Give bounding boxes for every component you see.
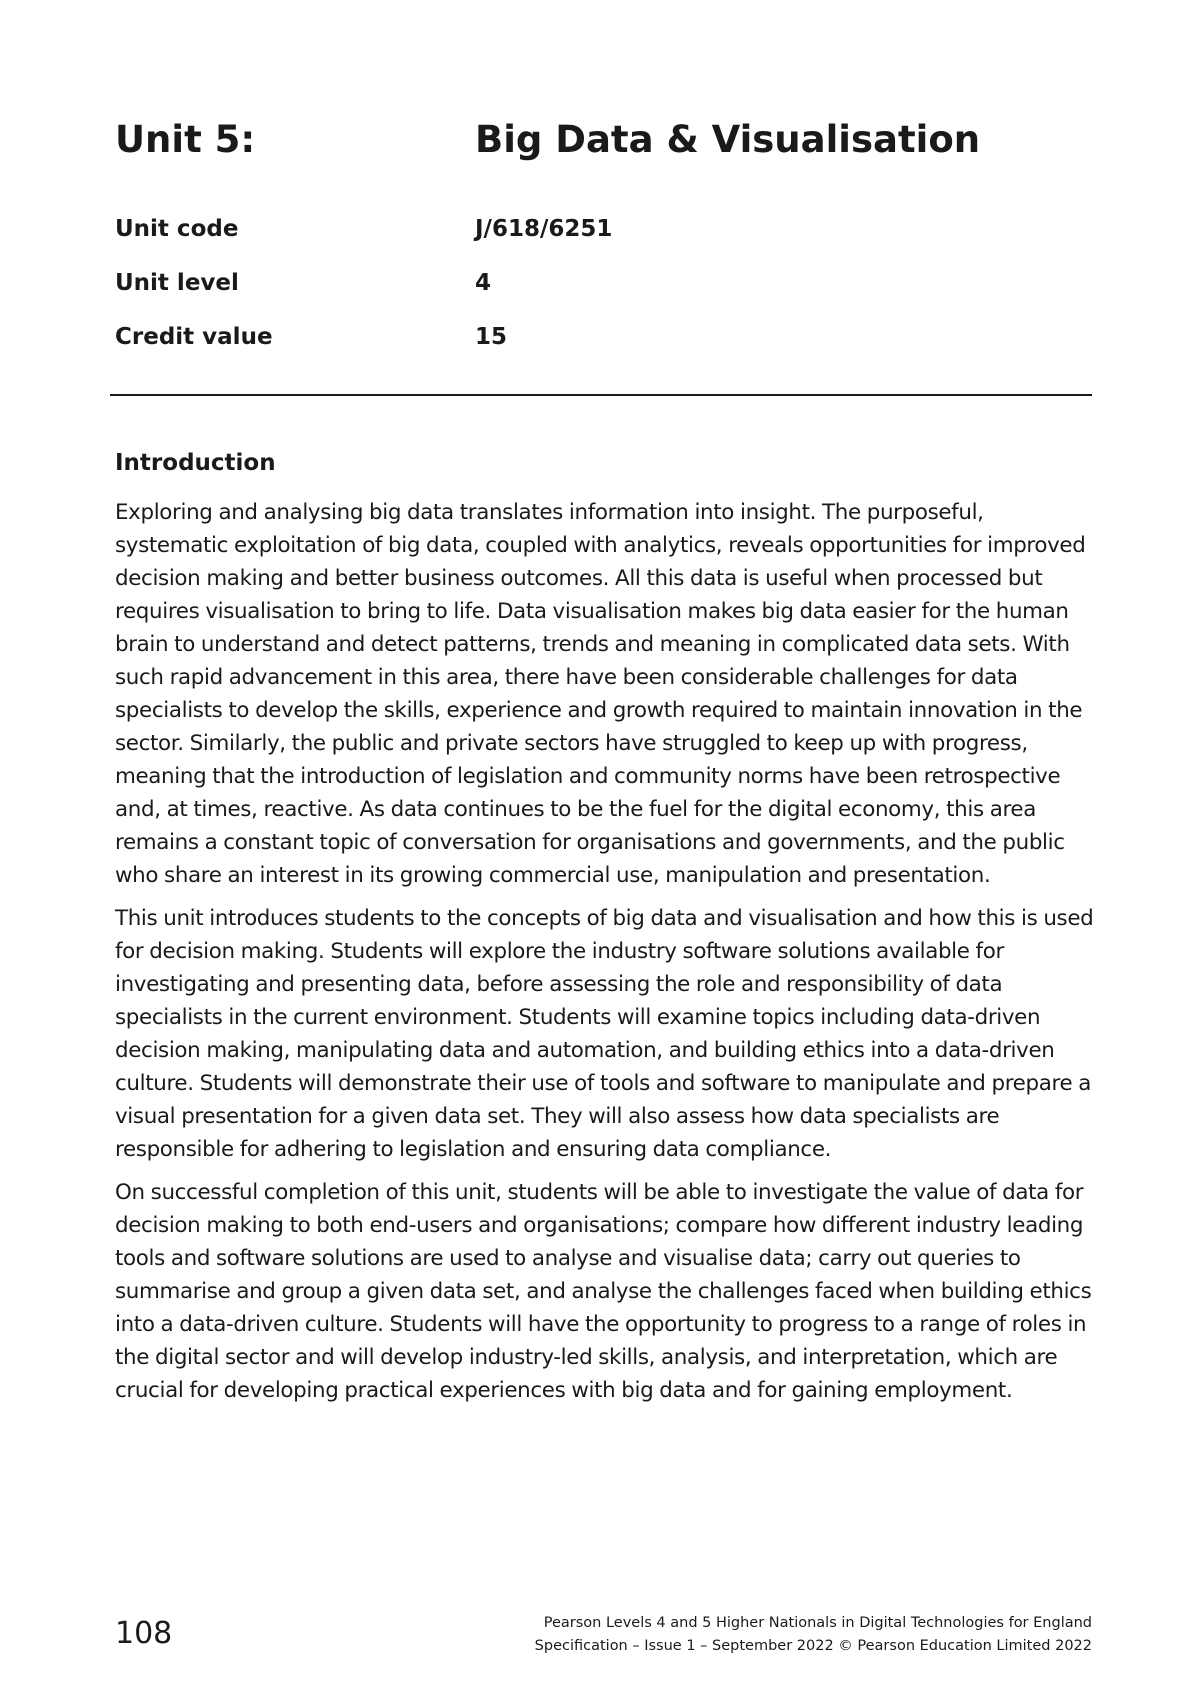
meta-row-unit-code [115,216,1095,270]
section-divider [110,394,1092,396]
meta-value: 15 [475,324,508,350]
meta-label: Credit value [115,324,273,350]
meta-row-credit-value [115,324,1095,378]
meta-label: Unit level [115,270,239,296]
footer-line-copyright: Specification – Issue 1 – September 2022 © Pearson Education Limited 2022 [534,1638,1092,1654]
introduction-paragraph: On successful completion of this unit, students will be able to investigate the value of data for decision making to both end-users and organisations; compare how different industry leading tools and software solutions are used to analyse and visualise data; carry out queries to summarise and group a given data set, and analyse the challenges faced when building ethics into a data-driven culture. Students will have the opportunity to progress to a range of roles in the digital sector and will develop industry-led skills, analysis, and interpretation, which are crucial for developing practical experiences with big data and for gaining employment. [115,1180,1092,1403]
unit-meta-table [115,216,1095,378]
meta-row-unit-level [115,270,1095,324]
meta-value: 4 [475,270,492,296]
footer-text [535,1612,1092,1658]
meta-label: Unit code [115,216,239,242]
unit-title: Big Data & Visualisation [475,118,981,161]
introduction-paragraph: Exploring and analysing big data translates information into insight. The purposeful, systematic exploitation of big data, coupled with analytics, reveals opportunities for improved decision making and better business outcomes. All this data is useful when processed but requires visualisation to bring to life. Data visualisation makes big data easier for the human brain to understand and detect patterns, trends and meaning in complicated data sets. With such rapid advancement in this area, there have been considerable challenges for data specialists to develop the skills, experience and growth required to maintain innovation in the sector. Similarly, the public and private sectors have struggled to keep up with progress, meaning that the introduction of legislation and community norms have been retrospective and, at times, reactive. As data continues to be the fuel for the digital economy, this area remains a constant topic of conversation for organisations and governments, and the public who share an interest in its growing commercial use, manipulation and presentation. [115,500,1086,888]
meta-value: J/618/6251 [475,216,613,242]
unit-header [115,118,1095,168]
page-number: 108 [115,1616,173,1651]
introduction-heading: Introduction [115,450,276,476]
unit-number: Unit 5: [115,118,256,161]
introduction-paragraph: This unit introduces students to the concepts of big data and visualisation and how this is used for decision making. Students will explore the industry software solutions available for investigating and presenting data, before assessing the role and responsibility of data specialists in the current environment. Students will examine topics including data-driven decision making, manipulating data and automation, and building ethics into a data-driven culture. Students will demonstrate their use of tools and software to manipulate and prepare a visual presentation for a given data set. They will also assess how data specialists are responsible for adhering to legislation and ensuring data compliance. [115,906,1094,1162]
introduction-section [115,448,1100,1417]
footer-line-title: Pearson Levels 4 and 5 Higher Nationals in Digital Technologies for England [543,1615,1092,1631]
